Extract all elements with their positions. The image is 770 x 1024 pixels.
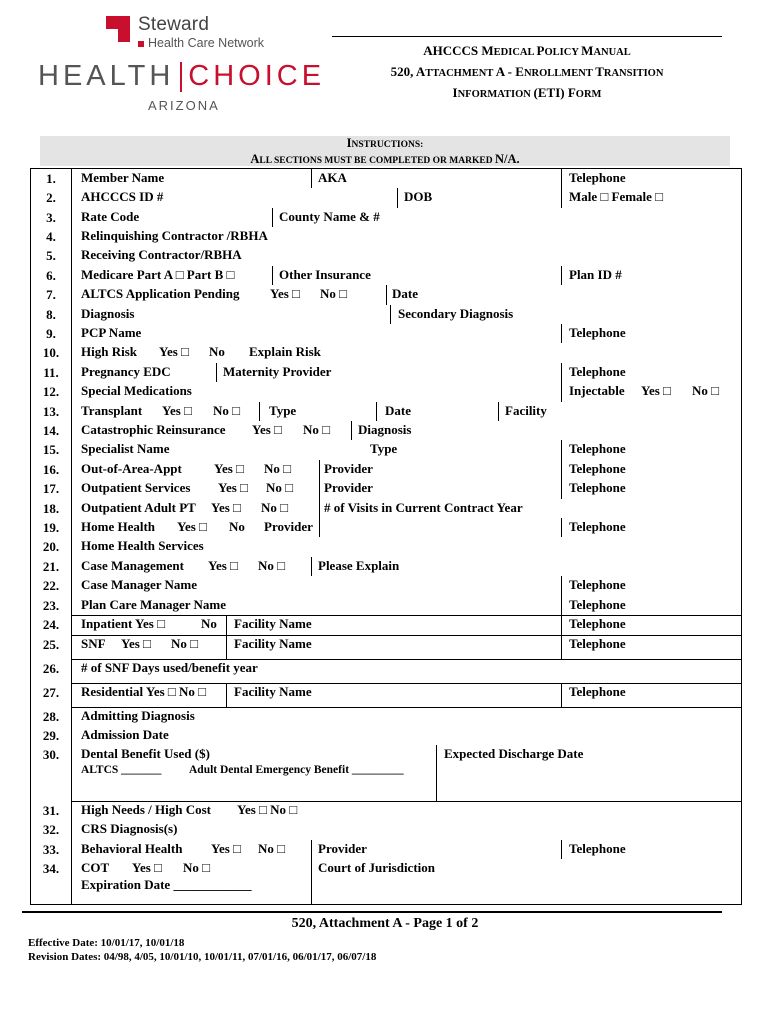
field-label: Rate Code bbox=[81, 209, 140, 224]
field-label: Male □ Female □ bbox=[569, 189, 664, 204]
title-line-1: AHCCCS MEDICAL POLICY MANUAL bbox=[423, 43, 631, 58]
form-row-32 bbox=[31, 820, 741, 840]
field-label: PCP Name bbox=[81, 325, 142, 340]
field-label: Yes □ bbox=[211, 500, 241, 515]
field-label: No □ bbox=[264, 461, 291, 476]
title-line-3: INFORMATION (ETI) FORM bbox=[452, 85, 602, 100]
row-number: 21. bbox=[42, 559, 60, 574]
field-label: Outpatient Adult PT bbox=[81, 500, 196, 515]
form-row-24 bbox=[31, 615, 741, 635]
field-label: DOB bbox=[404, 189, 433, 204]
logo-region: ARIZONA bbox=[148, 98, 220, 113]
field-label: Adult Dental Emergency Benefit _________ bbox=[189, 764, 404, 776]
form-row-17 bbox=[31, 479, 741, 499]
field-label: High Risk bbox=[81, 344, 137, 359]
cell-divider bbox=[561, 266, 562, 285]
field-label: Yes □ bbox=[218, 480, 248, 495]
field-label: No □ bbox=[266, 480, 293, 495]
form-row-14 bbox=[31, 421, 741, 440]
cell-divider bbox=[436, 745, 437, 801]
field-label: Telephone bbox=[569, 577, 626, 592]
row-number: 33. bbox=[42, 842, 60, 857]
field-label: Provider bbox=[318, 841, 367, 856]
form-row-28 bbox=[31, 707, 741, 726]
field-label: AKA bbox=[318, 170, 347, 185]
footer-dates bbox=[28, 936, 376, 964]
form-row-16 bbox=[31, 460, 741, 479]
field-label: Telephone bbox=[569, 461, 626, 476]
field-label: Home Health bbox=[81, 519, 156, 534]
row-number: 22. bbox=[42, 578, 60, 593]
steward-name: Steward bbox=[138, 14, 210, 35]
field-label: Telephone bbox=[569, 441, 626, 456]
field-label: Expected Discharge Date bbox=[444, 746, 584, 761]
row-number: 26. bbox=[42, 661, 60, 676]
form-row-15 bbox=[31, 440, 741, 460]
field-label: High Needs / High Cost bbox=[81, 802, 212, 817]
field-label: No bbox=[209, 344, 225, 359]
cell-divider bbox=[561, 460, 562, 479]
row-number: 16. bbox=[42, 462, 60, 477]
form-row-34 bbox=[31, 859, 741, 904]
field-label: Yes □ bbox=[270, 286, 300, 301]
field-label: Provider bbox=[324, 480, 373, 495]
field-label: No □ bbox=[183, 860, 210, 875]
row-number: 6. bbox=[46, 268, 56, 283]
field-label: Behavioral Health bbox=[81, 841, 183, 856]
revision-dates: Revision Dates: 04/98, 4/05, 10/01/10, 10/01/11, 07/01/16, 06/01/17, 06/07/18 bbox=[28, 951, 377, 963]
form-row-21 bbox=[31, 557, 741, 576]
cell-divider bbox=[351, 421, 352, 440]
row-number: 15. bbox=[42, 442, 60, 457]
row-number: 19. bbox=[42, 520, 60, 535]
steward-logo bbox=[106, 14, 306, 54]
field-label: Yes □ bbox=[121, 636, 151, 651]
page-number: 520, Attachment A - Page 1 of 2 bbox=[291, 916, 479, 931]
instructions-banner bbox=[40, 136, 730, 166]
field-label: No □ bbox=[320, 286, 347, 301]
cell-divider bbox=[272, 208, 273, 227]
form-row-20 bbox=[31, 537, 741, 557]
row-number: 17. bbox=[42, 481, 60, 496]
row-number: 4. bbox=[46, 229, 56, 244]
cell-divider bbox=[561, 169, 562, 188]
field-label: Diagnosis bbox=[81, 306, 135, 321]
field-label: Yes □ bbox=[214, 461, 244, 476]
field-label: Relinquishing Contractor /RBHA bbox=[81, 228, 268, 243]
form-row-25 bbox=[31, 635, 741, 659]
field-label: CRS Diagnosis(s) bbox=[81, 821, 178, 836]
form-row-3 bbox=[31, 208, 741, 227]
form-row-27 bbox=[31, 683, 741, 707]
row-number: 7. bbox=[46, 287, 56, 302]
cell-divider bbox=[272, 266, 273, 285]
field-label: Yes □ bbox=[208, 558, 238, 573]
row-number: 9. bbox=[46, 326, 56, 341]
form-row-23 bbox=[31, 596, 741, 615]
cell-divider bbox=[561, 518, 562, 537]
form-row-10 bbox=[31, 343, 741, 363]
cell-divider bbox=[390, 305, 391, 324]
form-row-29 bbox=[31, 726, 741, 745]
field-label: COT bbox=[81, 860, 110, 875]
cell-divider bbox=[226, 635, 227, 659]
form-row-2 bbox=[31, 188, 741, 208]
cell-divider bbox=[226, 615, 227, 635]
form-row-22 bbox=[31, 576, 741, 596]
field-label: Telephone bbox=[569, 364, 626, 379]
field-label: Telephone bbox=[569, 480, 626, 495]
cell-divider bbox=[561, 382, 562, 402]
cell-divider bbox=[561, 440, 562, 460]
row-number: 12. bbox=[42, 384, 60, 399]
cell-divider bbox=[561, 188, 562, 208]
field-label: SNF bbox=[81, 636, 106, 651]
cell-divider bbox=[319, 479, 320, 499]
cell-divider bbox=[561, 479, 562, 499]
field-label: Plan ID # bbox=[569, 267, 622, 282]
field-label: Out-of-Area-Appt bbox=[81, 461, 182, 476]
field-label: Yes □ bbox=[252, 422, 282, 437]
row-number: 32. bbox=[42, 822, 60, 837]
field-label: No □ bbox=[213, 403, 240, 418]
cell-divider bbox=[311, 557, 312, 576]
field-label: Catastrophic Reinsurance bbox=[81, 422, 226, 437]
row-number: 18. bbox=[42, 501, 60, 516]
logo-divider bbox=[180, 62, 182, 92]
cell-divider bbox=[386, 285, 387, 305]
field-label: Medicare Part A □ Part B □ bbox=[81, 267, 235, 282]
field-label: Expiration Date ____________ bbox=[81, 877, 252, 892]
document-title bbox=[332, 36, 722, 104]
form-row-1 bbox=[31, 169, 741, 188]
instructions-text: ALL SECTIONS MUST BE COMPLETED OR MARKED N/A. bbox=[250, 152, 520, 166]
field-label: Type bbox=[370, 441, 398, 456]
row-number: 29. bbox=[42, 728, 60, 743]
cell-divider bbox=[259, 402, 260, 421]
field-label: Specialist Name bbox=[81, 441, 170, 456]
form-row-18 bbox=[31, 499, 741, 518]
field-label: Explain Risk bbox=[249, 344, 321, 359]
row-number: 31. bbox=[42, 803, 60, 818]
field-label: Yes □ bbox=[177, 519, 207, 534]
field-label: Injectable bbox=[569, 383, 625, 398]
field-label: Case Management bbox=[81, 558, 184, 573]
cell-divider bbox=[561, 840, 562, 859]
row-number: 13. bbox=[42, 404, 60, 419]
row-number: 24. bbox=[42, 617, 60, 632]
cell-divider bbox=[319, 518, 320, 537]
field-label: Telephone bbox=[569, 636, 626, 651]
field-label: AHCCCS ID # bbox=[81, 189, 164, 204]
field-label: Yes □ bbox=[162, 403, 192, 418]
eti-form-table bbox=[30, 168, 742, 905]
field-label: Receiving Contractor/RBHA bbox=[81, 247, 242, 262]
row-number: 3. bbox=[46, 210, 56, 225]
field-label: Admission Date bbox=[81, 727, 169, 742]
field-label: Yes □ No □ bbox=[237, 802, 298, 817]
steward-sub: Health Care Network bbox=[138, 36, 264, 50]
field-label: No □ bbox=[261, 500, 288, 515]
field-label: Pregnancy EDC bbox=[81, 364, 171, 379]
title-line-2: 520, ATTACHMENT A - ENROLLMENT TRANSITION bbox=[390, 64, 664, 79]
cell-divider bbox=[319, 460, 320, 479]
field-label: Home Health Services bbox=[81, 538, 204, 553]
row-number: 28. bbox=[42, 709, 60, 724]
field-label: No □ bbox=[303, 422, 330, 437]
cell-divider bbox=[216, 363, 217, 382]
field-label: No □ bbox=[692, 383, 719, 398]
field-label: Provider bbox=[264, 519, 313, 534]
field-label: Residential Yes □ No □ bbox=[81, 684, 206, 699]
field-label: Transplant bbox=[81, 403, 143, 418]
field-label: Telephone bbox=[569, 170, 626, 185]
row-number: 25. bbox=[42, 637, 60, 652]
form-row-26 bbox=[31, 659, 741, 683]
form-row-13 bbox=[31, 402, 741, 421]
cell-divider bbox=[498, 402, 499, 421]
row-number: 8. bbox=[46, 307, 56, 322]
row-number: 14. bbox=[42, 423, 60, 438]
field-label: Facility bbox=[505, 403, 547, 418]
row-number: 23. bbox=[42, 598, 60, 613]
logo-area bbox=[30, 14, 330, 114]
field-label: # of SNF Days used/benefit year bbox=[81, 660, 258, 675]
form-row-5 bbox=[31, 246, 741, 266]
form-row-12 bbox=[31, 382, 741, 402]
field-label: Facility Name bbox=[234, 636, 312, 651]
field-label: Telephone bbox=[569, 684, 626, 699]
field-label: Yes □ bbox=[641, 383, 671, 398]
cell-divider bbox=[226, 683, 227, 707]
field-label: Admitting Diagnosis bbox=[81, 708, 195, 723]
field-label: Telephone bbox=[569, 597, 626, 612]
field-label: ALTCS Application Pending bbox=[81, 286, 240, 301]
cell-divider bbox=[561, 683, 562, 707]
field-label: Telephone bbox=[569, 616, 626, 631]
form-row-11 bbox=[31, 363, 741, 382]
field-label: Court of Jurisdiction bbox=[318, 860, 435, 875]
row-number: 34. bbox=[42, 861, 60, 876]
field-label: # of Visits in Current Contract Year bbox=[324, 500, 523, 515]
form-row-30 bbox=[31, 745, 741, 801]
row-number: 5. bbox=[46, 248, 56, 263]
form-row-7 bbox=[31, 285, 741, 305]
field-label: No bbox=[201, 616, 217, 631]
cell-divider bbox=[376, 402, 377, 421]
steward-mark-icon bbox=[106, 16, 130, 42]
row-number: 10. bbox=[42, 345, 60, 360]
instructions-heading: INSTRUCTIONS: bbox=[346, 136, 424, 150]
field-label: County Name & # bbox=[279, 209, 380, 224]
field-label: Date bbox=[392, 286, 418, 301]
form-row-4 bbox=[31, 227, 741, 246]
form-row-6 bbox=[31, 266, 741, 285]
form-row-9 bbox=[31, 324, 741, 343]
field-label: Diagnosis bbox=[358, 422, 412, 437]
field-label: No bbox=[229, 519, 245, 534]
footer-rule bbox=[22, 911, 722, 913]
field-label: Plan Care Manager Name bbox=[81, 597, 227, 612]
row-number: 27. bbox=[42, 685, 60, 700]
cell-divider bbox=[561, 615, 562, 635]
field-label: Inpatient Yes □ bbox=[81, 616, 165, 631]
field-label: Other Insurance bbox=[279, 267, 371, 282]
field-label: Member Name bbox=[81, 170, 165, 185]
form-row-8 bbox=[31, 305, 741, 324]
field-label: Please Explain bbox=[318, 558, 400, 573]
field-label: Facility Name bbox=[234, 684, 312, 699]
cell-divider bbox=[319, 499, 320, 518]
row-number: 2. bbox=[46, 190, 56, 205]
field-label: Date bbox=[385, 403, 411, 418]
field-label: Case Manager Name bbox=[81, 577, 198, 592]
field-label: ALTCS _______ bbox=[81, 764, 162, 776]
row-number: 30. bbox=[42, 747, 60, 762]
field-label: Special Medications bbox=[81, 383, 192, 398]
field-label: Dental Benefit Used ($) bbox=[81, 746, 210, 761]
cell-divider bbox=[561, 324, 562, 343]
cell-divider bbox=[561, 363, 562, 382]
health-choice-logo: HEALTH CHOICE bbox=[38, 60, 326, 92]
field-label: No □ bbox=[258, 841, 285, 856]
form-row-33 bbox=[31, 840, 741, 859]
cell-divider bbox=[311, 840, 312, 859]
row-number: 1. bbox=[46, 171, 56, 186]
cell-divider bbox=[561, 635, 562, 659]
row-number: 11. bbox=[43, 365, 59, 380]
field-label: No □ bbox=[258, 558, 285, 573]
field-label: Yes □ bbox=[211, 841, 241, 856]
field-label: Provider bbox=[324, 461, 373, 476]
field-label: Yes □ bbox=[132, 860, 162, 875]
field-label: No □ bbox=[171, 636, 198, 651]
field-label: Facility Name bbox=[234, 616, 312, 631]
row-number: 20. bbox=[42, 539, 60, 554]
cell-divider bbox=[311, 169, 312, 188]
field-label: Telephone bbox=[569, 841, 626, 856]
form-row-19 bbox=[31, 518, 741, 537]
cell-divider bbox=[311, 859, 312, 904]
steward-square-icon bbox=[138, 41, 144, 47]
field-label: Telephone bbox=[569, 519, 626, 534]
field-label: Secondary Diagnosis bbox=[398, 306, 514, 321]
effective-date: Effective Date: 10/01/17, 10/01/18 bbox=[28, 937, 185, 949]
field-label: Type bbox=[269, 403, 297, 418]
cell-divider bbox=[561, 596, 562, 615]
field-label: Maternity Provider bbox=[223, 364, 332, 379]
field-label: Outpatient Services bbox=[81, 480, 191, 495]
field-label: Telephone bbox=[569, 325, 626, 340]
field-label: Yes □ bbox=[159, 344, 189, 359]
form-row-31 bbox=[31, 801, 741, 820]
cell-divider bbox=[397, 188, 398, 208]
cell-divider bbox=[561, 576, 562, 596]
